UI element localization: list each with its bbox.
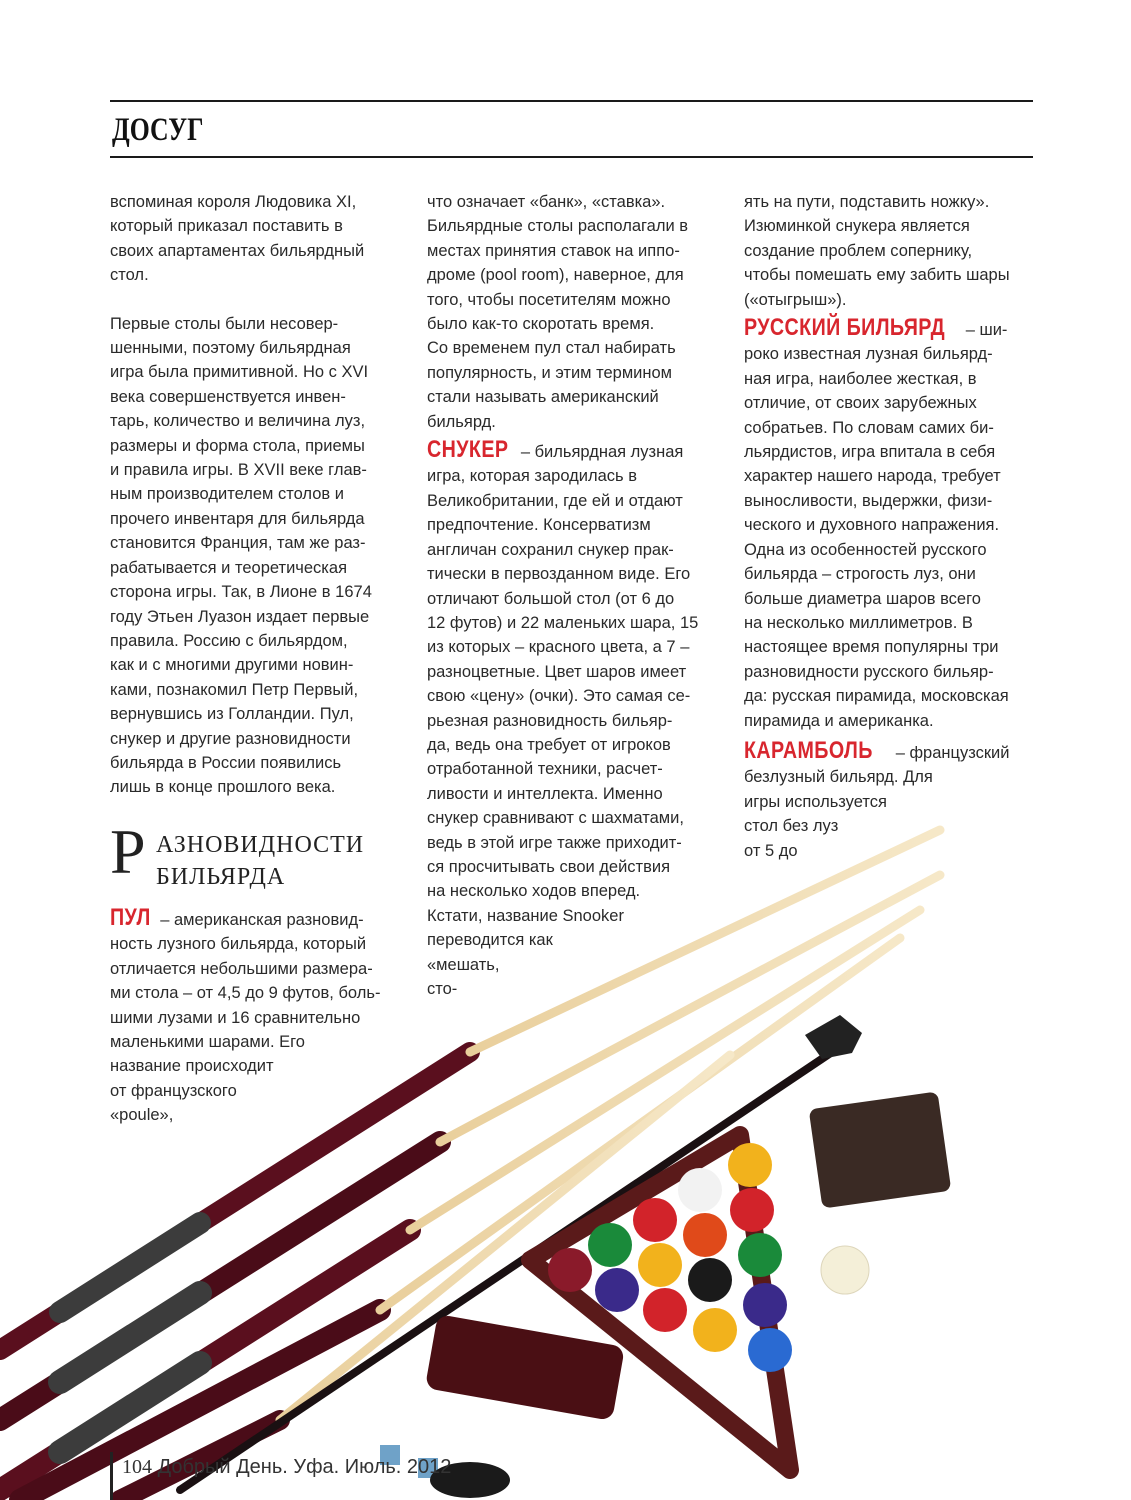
col2-paragraph-1: что означает «банк», «ставка». Бильярдные столы располагали в местах принятия ставок на иппо- дроме (pool room), наверное, для того, чтобы посетителям можно было как-то скоротать время. Со временем пул стал набирать популярность, и этим термином стали называть американский бильярд. [427, 193, 689, 431]
column-3 [744, 190, 1044, 863]
col3-paragraph-1: ять на пути, подставить ножку». Изюминкой снукера является создание проблем сопернику, чтобы помешать ему забить шары («отыгрыш»). [744, 193, 1010, 309]
cleaning-cloth [809, 1091, 952, 1208]
page-footer [122, 1456, 451, 1479]
term-carom: КАРАМБОЛЬ [744, 736, 873, 764]
drop-cap: Р [110, 816, 146, 887]
col1-paragraph-1: вспоминая короля Людовика XI, который приказал поставить в своих апартаментах бильярдный стол. [110, 193, 365, 285]
snooker-paragraph: СНУКЕР – бильярдная лузная игра, которая зародилась в Великобритании, где ей и отдают предпочтение. Консерватизм англичан сохранил снукер прак- тически в первозданном виде. Его отличают большой стол (от 6 до 12 футов) и 22 маленьких шара, 15 из которых – красного цвета, а 7 – разноцветные. Цвет шаров имеет свою «цену» (очки). Это самая се- рьезная разновидность бильяр- да, ведь она требует от игроков отработанной техники, расчет- ливости и интеллекта. Именно снукер сравнивают с шахматами, ведь в этой игре также приходит- ся просчитывать свои действия на несколько ходов вперед. Кстати, название Snooker переводится как «мешать, сто- [427, 436, 699, 998]
subheading-line-2: БИЛЬЯРДА [156, 864, 286, 890]
page-number: 104 [122, 1456, 152, 1478]
header-top-rule [110, 100, 1033, 102]
carom-paragraph: КАРАМБОЛЬ – французский безлузный бильярд. Для игры используется стол без луз от 5 до [744, 736, 1010, 860]
term-russian-billiards: РУССКИЙ БИЛЬЯРД [744, 314, 946, 342]
pool-paragraph: ПУЛ – американская разновид- ность лузного бильярда, который отличается небольшими размера- ми стола – от 4,5 до 9 футов, боль- шими лузами и 16 сравнительно маленькими шарами. Его название происходит от французского «poule», [110, 904, 381, 1125]
bridge-head-icon [805, 1015, 862, 1059]
section-title: ДОСУГ [112, 112, 204, 148]
russian-billiards-paragraph: РУССКИЙ БИЛЬЯРД – ши- роко известная лузная бильярд- ная игра, наиболее жесткая, в отличие, от своих зарубежных собратьев. По словам самих би- льярдистов, игра впитала в себя характер нашего народа, требует выносливости, выдержки, физи- ческого и духовного напражения. Одна из особенностей русского бильярда – строгость луз, они больше диаметра шаров всего на несколько миллиметров. В настоящее время популярны три разновидности русского бильяр- да: русская пирамида, московская пирамида и американка. [744, 314, 1009, 730]
col1-paragraph-2: Первые столы были несовер- шенными, поэтому бильярдная игра была примитивной. Но с XVI века совершенствуется инвен- тарь, количество и величина луз, размеры и форма стола, приемы и правила игры. В XVII веке глав- ным производителем столов и прочего инвентаря для бильярда становится Франция, там же раз- рабатывается и теоретическая сторона игры. Так, в Лионе в 1674 году Этьен Луазон издает первые правила. Россию с бильярдом, как и с многими другими новин- ками, познакомил Петр Первый, вернувшись из Голландии. Пул, снукер и другие разновидности бильярда в России появились лишь в конце прошлого века. [110, 314, 372, 797]
header-bottom-rule [110, 156, 1033, 158]
cue-case [425, 1314, 625, 1421]
cue-sticks [0, 830, 940, 1500]
footer-publication: Добрый День. Уфа. Июль. 2012 [157, 1456, 452, 1478]
column-1 [110, 190, 410, 800]
subheading-line-1: АЗНОВИДНОСТИ [156, 832, 365, 858]
term-pool: ПУЛ [110, 904, 151, 931]
billiard-equipment-illustration [0, 790, 1131, 1500]
term-snooker: СНУКЕР [427, 436, 509, 464]
footer-rule [110, 1452, 113, 1500]
